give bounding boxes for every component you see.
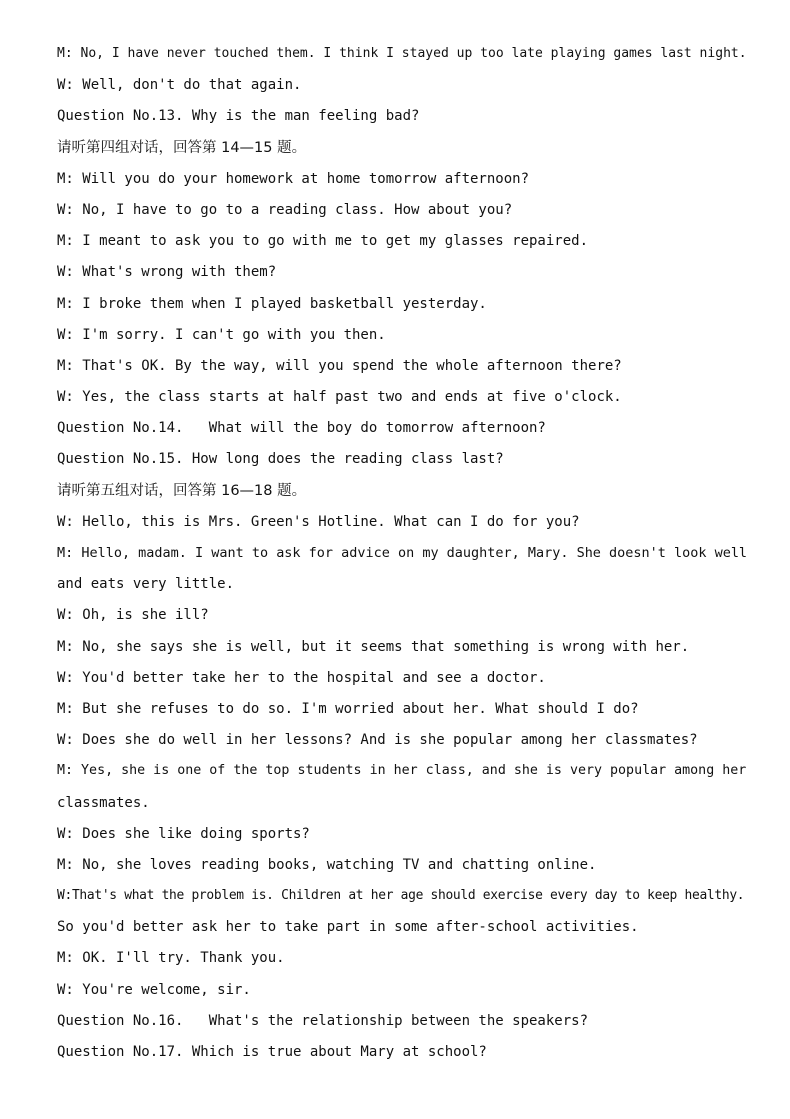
text-line: M: Yes, she is one of the top students in her class, and she is very popular among her	[57, 763, 747, 779]
question-line: Question No.16. What's the relationship between the speakers?	[57, 1012, 589, 1029]
question-line: Question No.13. Why is the man feeling bad?	[57, 108, 420, 125]
text-line: W:That's what the problem is. Children at her age should exercise every day to keep healthy.	[57, 888, 745, 904]
text-line: So you'd better ask her to take part in some after-school activities.	[57, 919, 639, 936]
question-line: Question No.17. Which is true about Mary at school?	[57, 1044, 487, 1060]
question-line: Question No.15. How long does the reading class last?	[57, 451, 504, 468]
text-line: W: Well, don't do that again.	[57, 77, 302, 94]
text-line: W: You're welcome, sir.	[57, 981, 251, 998]
question-line: Question No.14. What will the boy do tomorrow afternoon?	[57, 420, 546, 437]
text-line: M: No, she loves reading books, watching TV and chatting online.	[57, 856, 597, 873]
text-line: M: Will you do your homework at home tomorrow afternoon?	[57, 170, 530, 187]
text-line: M: Hello, madam. I want to ask for advice on my daughter, Mary. She doesn't look well	[57, 545, 748, 561]
text-line: W: You'd better take her to the hospital and see a doctor.	[57, 669, 546, 686]
transcript-text	[57, 41, 747, 1070]
text-line: W: Hello, this is Mrs. Green's Hotline. What can I do for you?	[57, 513, 580, 530]
text-line: W: What's wrong with them?	[57, 264, 277, 281]
text-line: W: I'm sorry. I can't go with you then.	[57, 326, 386, 343]
section-heading: 请听第四组对话，回答第 14—15 题。	[57, 139, 307, 156]
text-line: classmates.	[57, 794, 150, 811]
text-line: M: OK. I'll try. Thank you.	[57, 950, 285, 967]
text-line: W: Yes, the class starts at half past two and ends at five o'clock.	[57, 389, 622, 406]
text-line: W: No, I have to go to a reading class. How about you?	[57, 201, 513, 218]
text-line: M: I meant to ask you to go with me to get my glasses repaired.	[57, 233, 589, 250]
text-line: M: No, she says she is well, but it seems that something is wrong with her.	[57, 638, 690, 655]
text-line: W: Oh, is she ill?	[57, 607, 209, 624]
text-line: M: I broke them when I played basketball yesterday.	[57, 295, 487, 312]
text-line: and eats very little.	[57, 576, 235, 593]
text-line: W: Does she like doing sports?	[57, 825, 310, 842]
text-line: W: Does she do well in her lessons? And is she popular among her classmates?	[57, 732, 698, 749]
text-line: M: No, I have never touched them. I think I stayed up too late playing games last night.	[57, 46, 747, 61]
text-line: M: But she refuses to do so. I'm worried about her. What should I do?	[57, 700, 639, 717]
text-line: M: That's OK. By the way, will you spend the whole afternoon there?	[57, 357, 622, 374]
section-heading: 请听第五组对话，回答第 16—18 题。	[57, 482, 307, 499]
